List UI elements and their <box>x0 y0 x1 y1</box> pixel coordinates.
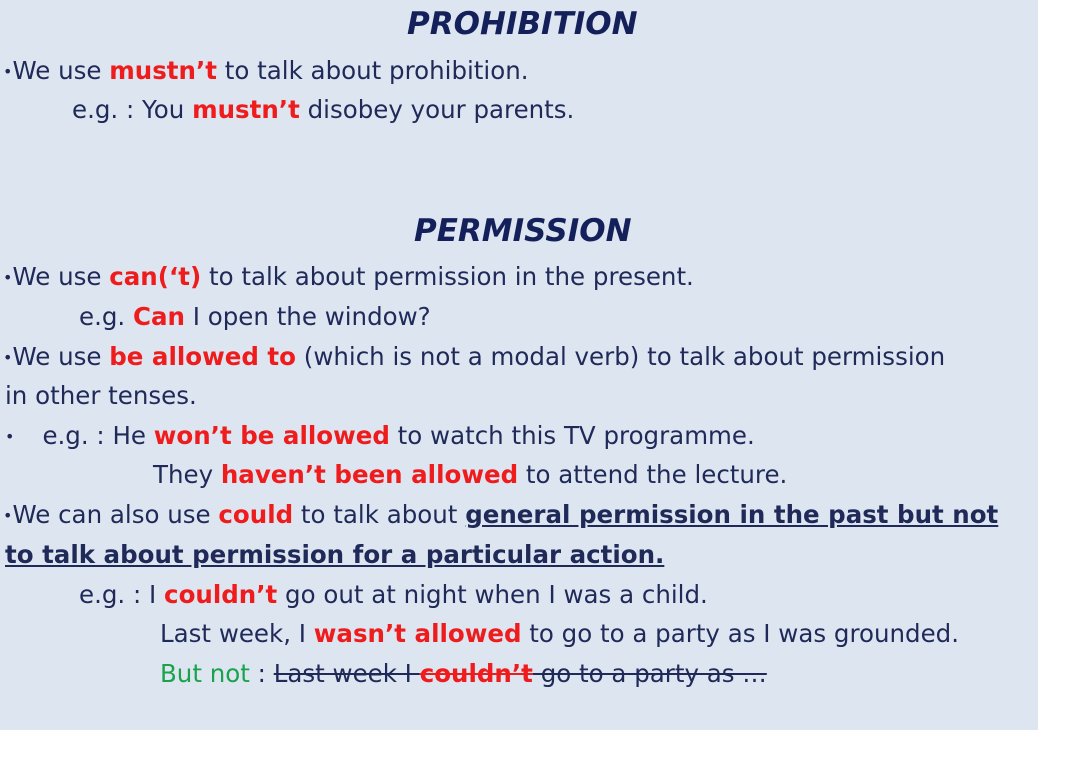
highlight: be allowed to <box>109 342 296 371</box>
highlight: won’t be allowed <box>153 421 390 450</box>
text: We use <box>12 342 110 371</box>
text: disobey your parents. <box>299 95 575 124</box>
text: e.g. : He <box>42 421 154 450</box>
permission-rule-2-continued: in other tenses. <box>5 381 197 410</box>
permission-example-2 <box>5 421 755 452</box>
permission-rule-3 <box>3 500 998 531</box>
permission-rule-3-continued: to talk about permission for a particular action. <box>5 540 665 569</box>
highlight: could <box>218 500 294 529</box>
highlight: Can <box>133 302 185 331</box>
text: e.g. : You <box>72 95 193 124</box>
text: We use <box>12 56 110 85</box>
text: to attend the lecture. <box>518 460 788 489</box>
highlight: mustn’t <box>192 95 300 124</box>
text: They <box>153 460 221 489</box>
permission-rule-2 <box>3 342 945 373</box>
highlight: mustn’t <box>109 56 217 85</box>
prohibition-rule <box>3 56 529 87</box>
text: to talk about prohibition. <box>216 56 529 85</box>
permission-example-4 <box>79 580 708 610</box>
but-not-label: But not <box>160 659 250 688</box>
text: Last week, I <box>160 619 314 648</box>
highlight: wasn’t allowed <box>313 619 522 648</box>
struck-highlight: couldn’t <box>419 659 533 688</box>
bullet: • <box>3 506 13 525</box>
permission-example-1 <box>79 302 431 332</box>
text: to talk about <box>293 500 466 529</box>
highlight: couldn’t <box>164 580 278 609</box>
bullet: • <box>3 62 13 81</box>
text: I open the window? <box>184 302 431 331</box>
text: : <box>249 659 274 688</box>
permission-example-3 <box>153 460 787 490</box>
text: We use <box>12 262 110 291</box>
text: to talk about permission in the present. <box>201 262 694 291</box>
text: go out at night when I was a child. <box>277 580 708 609</box>
permission-heading: PERMISSION <box>414 213 632 249</box>
struck-text: Last week I <box>273 659 420 688</box>
text: to go to a party as I was grounded. <box>521 619 959 648</box>
highlight: can(‘t) <box>109 262 202 291</box>
permission-example-6 <box>160 659 767 689</box>
text: (which is not a modal verb) to talk about permission <box>295 342 946 371</box>
text: We can also use <box>12 500 219 529</box>
permission-rule-1 <box>3 262 694 293</box>
bullet: • <box>5 427 15 446</box>
text: e.g. : I <box>79 580 165 609</box>
permission-example-5 <box>160 619 959 649</box>
bullet: • <box>3 268 13 287</box>
prohibition-example <box>72 95 574 125</box>
bullet: • <box>3 348 13 367</box>
text: to watch this TV programme. <box>389 421 755 450</box>
underlined-emphasis: general permission in the past but not <box>465 500 999 529</box>
highlight: haven’t been allowed <box>220 460 519 489</box>
text: e.g. <box>79 302 133 331</box>
struck-text: go to a party as … <box>532 659 767 688</box>
prohibition-heading: PROHIBITION <box>407 6 638 42</box>
